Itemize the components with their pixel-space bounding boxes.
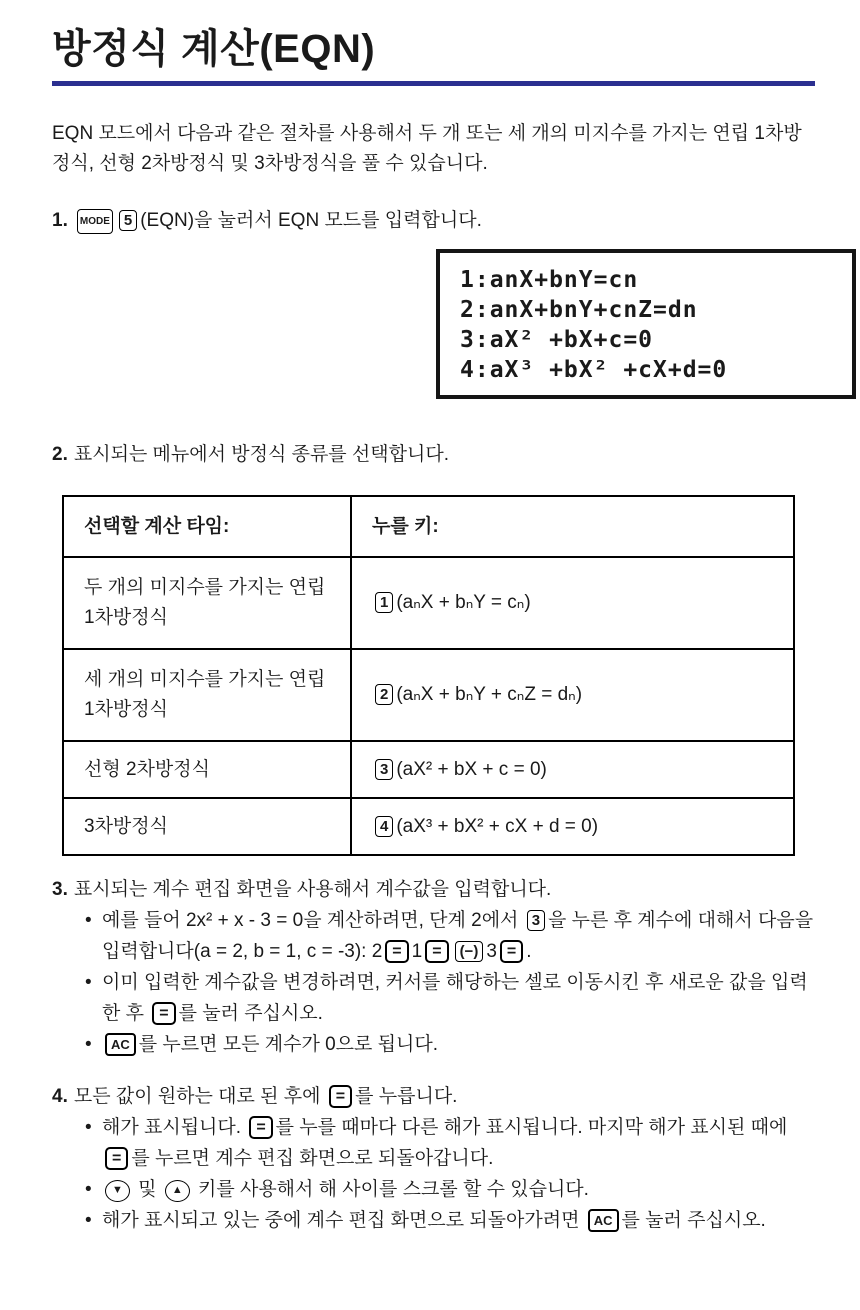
- page-title: [52, 24, 815, 74]
- four-key: 4: [375, 816, 393, 837]
- bullet-text: 1: [411, 941, 423, 962]
- row-type-cell: 선형 2차방정식: [63, 741, 351, 798]
- step-4-text: 모든 값이 원하는 대로 된 후에: [73, 1086, 326, 1107]
- bullet-change-value: [85, 967, 815, 1029]
- equals-key: =: [500, 940, 523, 963]
- bullet-text: 및: [132, 1179, 162, 1200]
- calculator-display: [436, 249, 856, 399]
- bullet-ac-reset: [85, 1029, 815, 1060]
- row-formula: (aX² + bX + c = 0): [396, 758, 547, 780]
- three-key: 3: [527, 910, 545, 931]
- equals-key: =: [249, 1116, 272, 1139]
- row-key-cell: [351, 798, 794, 855]
- intro-paragraph: EQN 모드에서 다음과 같은 절차를 사용해서 두 개 또는 세 개의 미지수를 가지는 연립 1차방정식, 선형 2차방정식 및 3차방정식을 풀 수 있습니다.: [52, 123, 802, 174]
- equals-key: =: [329, 1085, 352, 1108]
- equals-key: =: [152, 1002, 175, 1025]
- step-1-number: 1.: [52, 210, 68, 231]
- row-type-cell: 두 개의 미지수를 가지는 연립 1차방정식: [63, 557, 351, 649]
- table-header-key: 누를 키:: [351, 496, 794, 557]
- equals-key: =: [105, 1147, 128, 1170]
- bullet-text: 3: [486, 941, 497, 962]
- step-2: [52, 440, 815, 470]
- row-key-cell: [351, 557, 794, 649]
- bullet-text: 를 누르면 계수 편집 화면으로 되돌아갑니다.: [131, 1148, 494, 1169]
- step-2-number: 2.: [52, 444, 68, 465]
- lcd-menu-line-3: 3:aX² +bX+c=0: [460, 327, 654, 353]
- five-key: 5: [119, 210, 137, 231]
- bullet-text: 를 누를 때마다 다른 해가 표시됩니다. 마지막 해가 표시된 때에: [275, 1117, 788, 1138]
- bullet-text: 를 누르면 모든 계수가 0으로 됩니다.: [138, 1034, 438, 1055]
- ac-key: AC: [588, 1209, 619, 1232]
- bullet-text: 해가 표시됩니다.: [102, 1117, 247, 1138]
- calculator-display-wrap: [52, 249, 856, 399]
- step-3-text: 표시되는 계수 편집 화면을 사용해서 계수값을 입력합니다.: [73, 879, 552, 900]
- table-row: [63, 649, 794, 741]
- bullet-text: 해가 표시되고 있는 중에 계수 편집 화면으로 되돌아가려면: [102, 1210, 585, 1231]
- table-row: [63, 741, 794, 798]
- step-2-text: 표시되는 메뉴에서 방정식 종류를 선택합니다.: [73, 444, 449, 465]
- bullet-text: 예를 들어 2x² + x - 3 = 0을 계산하려면, 단계 2에서: [102, 910, 524, 931]
- bullet-return-editor: [85, 1205, 815, 1236]
- page-title-eqn: (EQN): [259, 27, 376, 71]
- row-type-cell: 세 개의 미지수를 가지는 연립 1차방정식: [63, 649, 351, 741]
- row-type-cell: 3차방정식: [63, 798, 351, 855]
- step-3: [52, 875, 815, 905]
- up-arrow-key: ▲: [165, 1180, 190, 1202]
- equals-key: =: [425, 940, 448, 963]
- row-key-cell: [351, 741, 794, 798]
- table-header-type: 선택할 계산 타임:: [63, 496, 351, 557]
- bullet-example-input: [85, 905, 815, 967]
- table-header-row: [63, 496, 794, 557]
- three-key: 3: [375, 759, 393, 780]
- negative-key: (−): [455, 941, 484, 962]
- mode-key: MODE: [77, 209, 113, 234]
- selection-table: [62, 495, 795, 856]
- table-row: [63, 557, 794, 649]
- bullet-solution-display: [85, 1112, 815, 1174]
- bullet-text: 를 눌러 주십시오.: [178, 1003, 323, 1024]
- down-arrow-key: ▼: [105, 1180, 130, 1202]
- lcd-menu-line-1: 1:anX+bnY=cn: [460, 267, 639, 293]
- lcd-menu-line-4: 4:aX³ +bX² +cX+d=0: [460, 357, 728, 383]
- bullet-text: 키를 사용해서 해 사이를 스크롤 할 수 있습니다.: [192, 1179, 589, 1200]
- step-3-number: 3.: [52, 879, 68, 900]
- page-title-korean: 방정식 계산: [52, 27, 260, 71]
- two-key: 2: [375, 684, 393, 705]
- ac-key: AC: [105, 1033, 136, 1056]
- step-4-number: 4.: [52, 1086, 68, 1107]
- bullet-scroll-solutions: [85, 1174, 815, 1205]
- row-formula: (aₙX + bₙY = cₙ): [396, 592, 531, 613]
- step-4-bullets: [52, 1112, 815, 1236]
- table-row: [63, 798, 794, 855]
- step-1-text: (EQN)을 눌러서 EQN 모드를 입력합니다.: [140, 210, 482, 231]
- bullet-text: .: [526, 941, 532, 962]
- step-4-text: 를 누릅니다.: [355, 1086, 458, 1107]
- row-formula: (aₙX + bₙY + cₙZ = dₙ): [396, 684, 583, 705]
- bullet-text: 을 누른 후 계수에 대해서 다음을 입력합니다(a = 2, b = 1, c = -3): 2: [102, 910, 814, 962]
- step-1: [52, 206, 815, 236]
- equals-key: =: [385, 940, 408, 963]
- bullet-text: 이미 입력한 계수값을 변경하려면, 커서를 해당하는 셀로 이동시킨 후 새로운 값을 입력한 후: [102, 972, 808, 1024]
- lcd-menu-line-2: 2:anX+bnY+cnZ=dn: [460, 297, 698, 323]
- row-key-cell: [351, 649, 794, 741]
- bullet-text: 를 눌러 주십시오.: [621, 1210, 766, 1231]
- row-formula: (aX³ + bX² + cX + d = 0): [396, 815, 599, 837]
- one-key: 1: [375, 592, 393, 613]
- title-underline: [52, 81, 815, 86]
- step-3-bullets: [52, 905, 815, 1060]
- step-4: [52, 1082, 815, 1112]
